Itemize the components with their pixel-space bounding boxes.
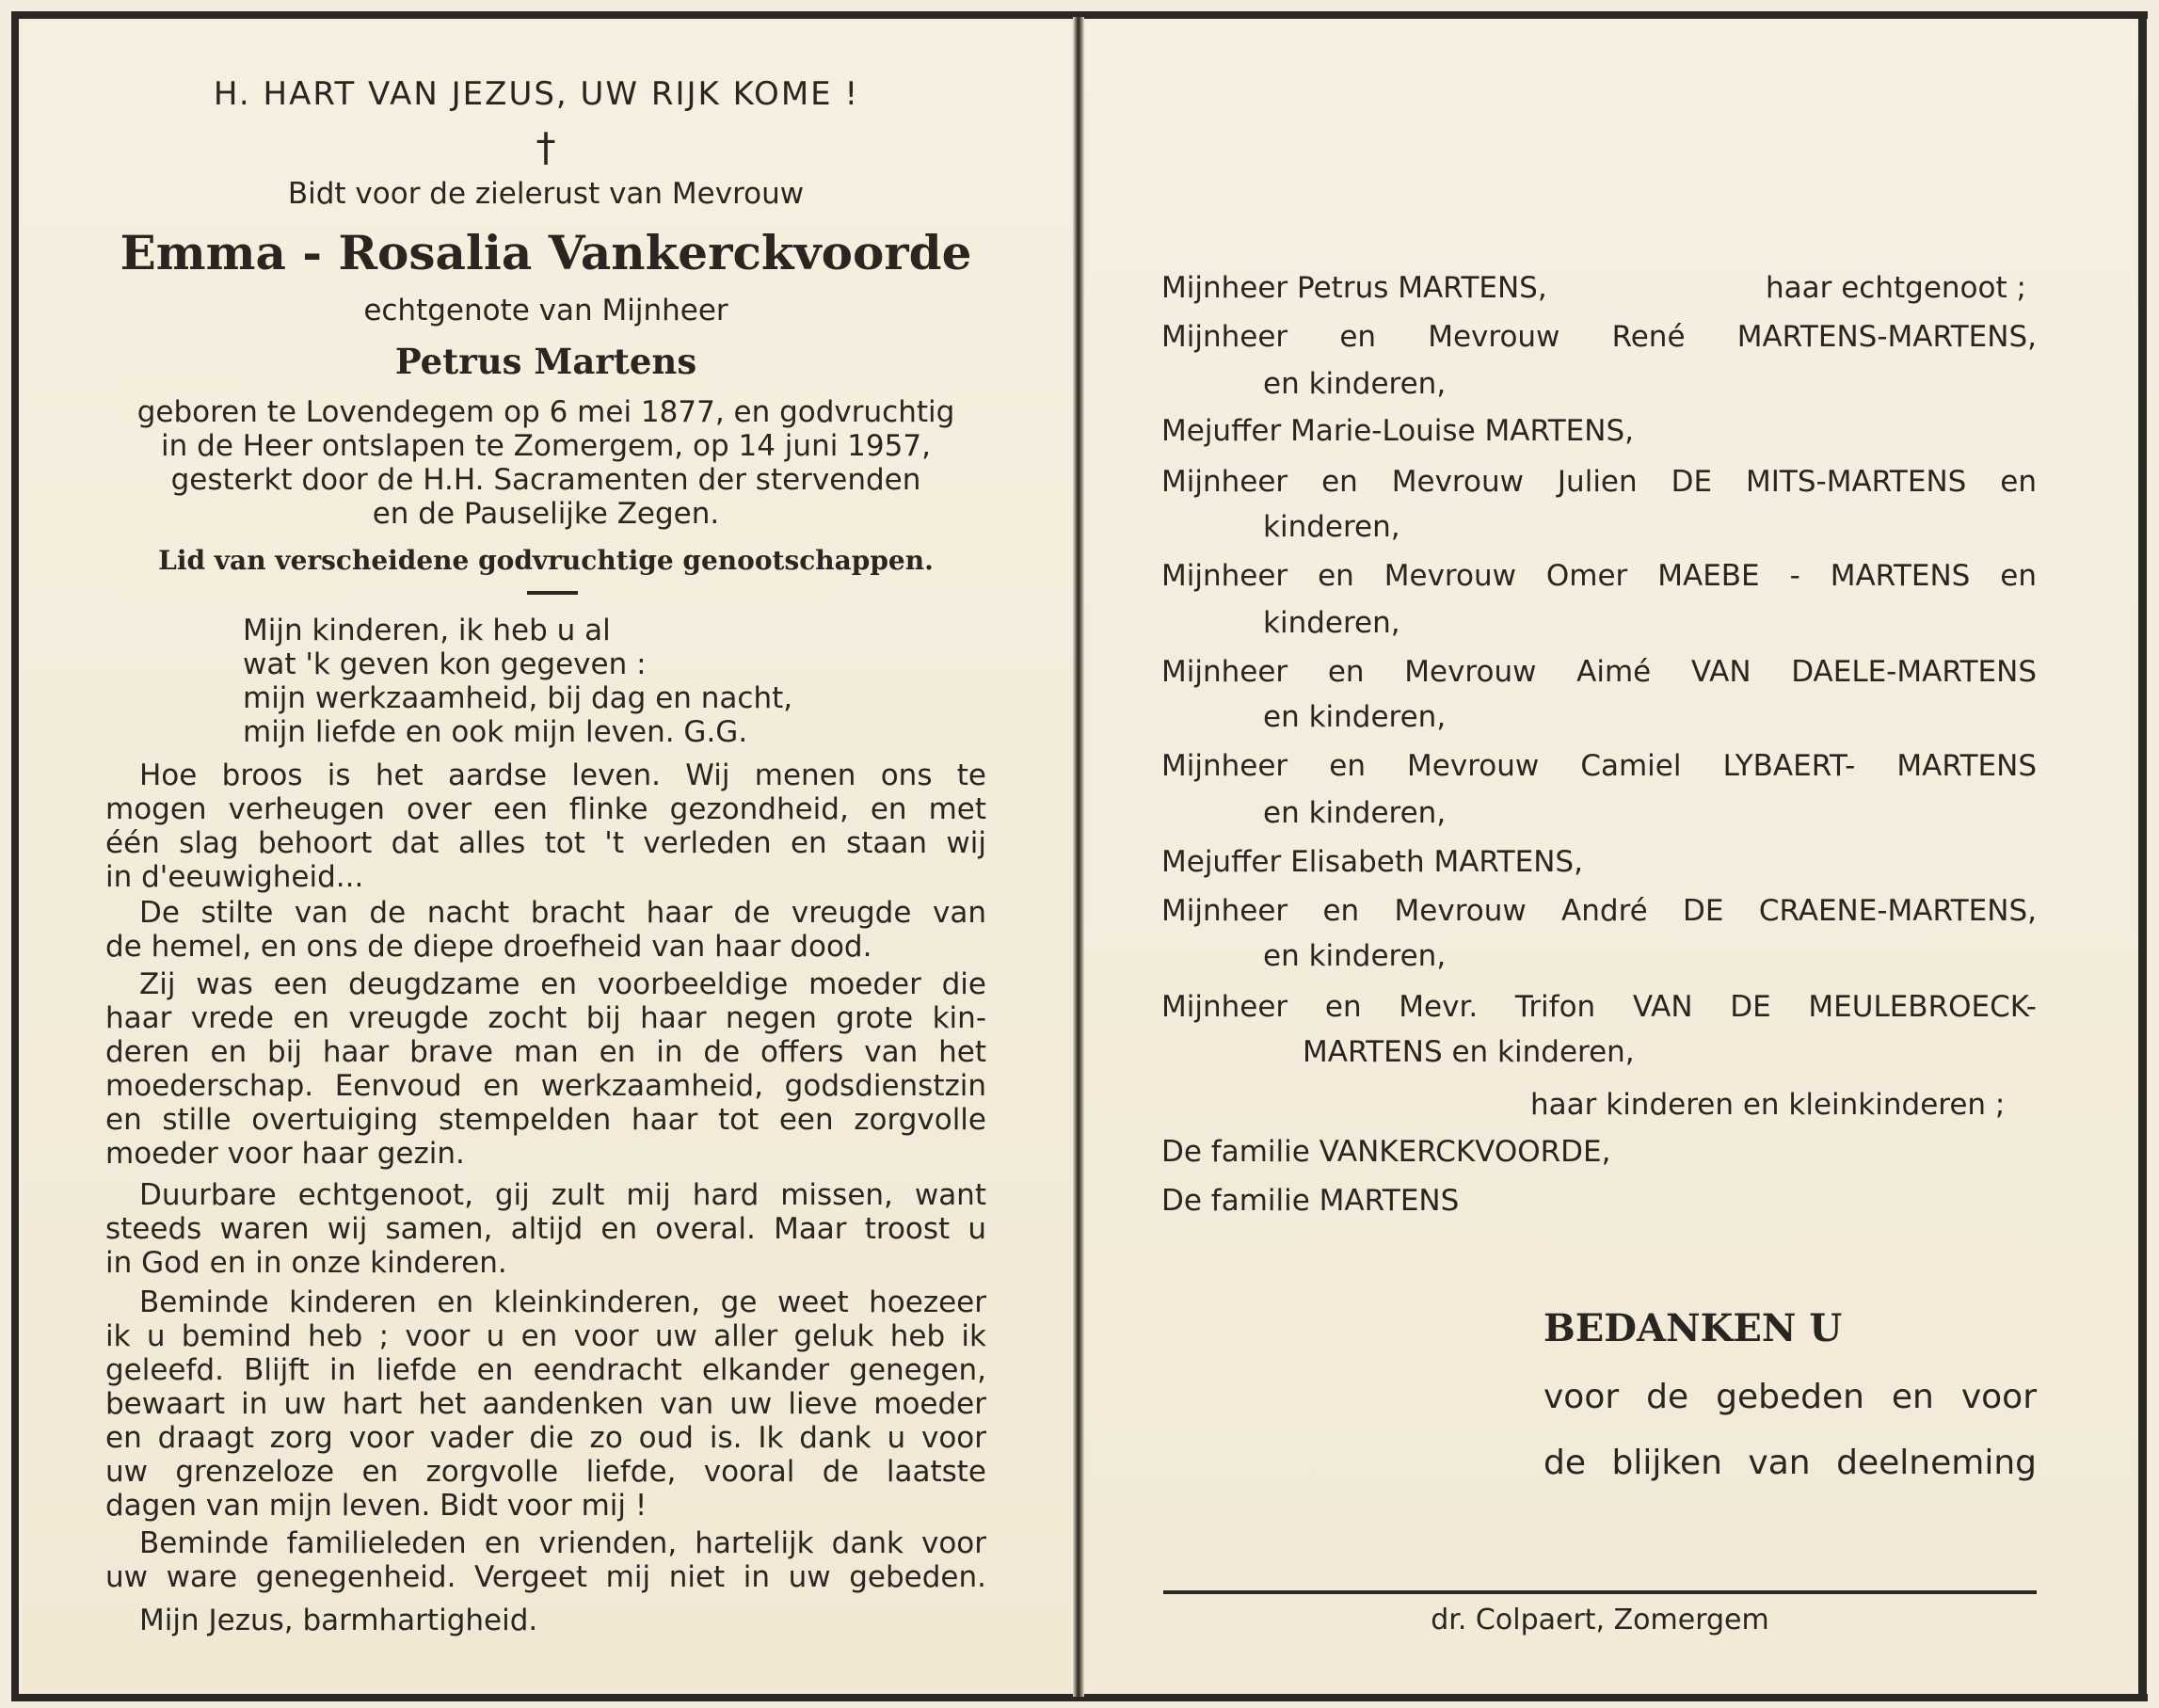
thanks-line: de blijken van deelneming xyxy=(1543,1444,2037,1482)
family-martens: De familie MARTENS xyxy=(1161,1184,1460,1218)
card-fold xyxy=(1073,17,1084,1697)
body-line: de hemel, en ons de diepe droefheid van haar dood. xyxy=(105,930,872,964)
family-line: Mijnheer en Mevr. Trifon VAN DE MEULEBROECK- xyxy=(1161,990,2037,1024)
family-line-role: haar echtgenoot ; xyxy=(1766,271,2026,305)
family-line: Mijnheer en Mevrouw André DE CRAENE-MARTENS, xyxy=(1161,894,2037,928)
spouse-name: Petrus Martens xyxy=(394,341,697,382)
body-line: Beminde kinderen en kleinkinderen, ge weet hoezeer xyxy=(139,1285,986,1319)
body-line: steeds waren wij samen, altijd en overal. Maar troost u xyxy=(105,1212,986,1246)
intro-text: Bidt voor de zielerust van Mevrouw xyxy=(287,177,805,211)
body-line: moederschap. Eenvoud en werkzaamheid, godsdienstzin xyxy=(105,1069,986,1103)
poem-line: mijn liefde en ook mijn leven. G.G. xyxy=(243,715,748,749)
bio-line: gesterkt door de H.H. Sacramenten der stervenden xyxy=(170,463,921,497)
family-line-sub: en kinderen, xyxy=(1263,796,1447,830)
body-line: De stilte van de nacht bracht haar de vreugde van xyxy=(139,896,986,930)
body-line: haar vrede en vreugde zocht bij haar negen grote kin- xyxy=(105,1001,986,1035)
body-line: Zij was een deugdzame en voorbeeldige moeder die xyxy=(139,967,986,1001)
body-line: geleefd. Blijft in liefde en eendracht elkander genegen, xyxy=(105,1353,986,1387)
body-line: Duurbare echtgenoot, gij zult mij hard missen, want xyxy=(139,1178,986,1212)
family-line-sub: en kinderen, xyxy=(1263,367,1447,401)
header-prayer: H. HART VAN JEZUS, UW RIJK KOME ! xyxy=(213,75,860,113)
family-line-sub: kinderen, xyxy=(1263,606,1400,640)
body-line: één slag behoort dat alles tot 't verleden en staan wij xyxy=(105,826,986,860)
membership-text: Lid van verscheidene godvruchtige genootschappen. xyxy=(158,545,934,576)
family-line-sub: en kinderen, xyxy=(1263,939,1447,973)
body-line: ik u bemind heb ; voor u en voor uw aller geluk heb ik xyxy=(105,1319,986,1353)
body-line: en stille overtuiging stempelden haar tot een zorgvolle xyxy=(105,1103,986,1137)
family-line: Mijnheer en Mevrouw Omer MAEBE - MARTENS en xyxy=(1161,559,2037,593)
body-line: in God en in onze kinderen. xyxy=(105,1246,507,1280)
body-line: Mijn Jezus, barmhartigheid. xyxy=(139,1604,538,1637)
bio-line: en de Pauselijke Zegen. xyxy=(372,497,720,531)
footer-rule xyxy=(1163,1590,2037,1594)
family-line: Mijnheer en Mevrouw Julien DE MITS-MARTENS en xyxy=(1161,465,2037,499)
poem-line: mijn werkzaamheid, bij dag en nacht, xyxy=(243,681,793,715)
printer-credit: dr. Colpaert, Zomergem xyxy=(1431,1604,1769,1636)
body-line: deren en bij haar brave man en in de offers van het xyxy=(105,1035,986,1069)
family-line-sub: en kinderen, xyxy=(1263,700,1447,734)
card-border-right xyxy=(2138,11,2147,1700)
family-line-sub: MARTENS en kinderen, xyxy=(1303,1035,1635,1069)
body-line: en draagt zorg voor vader die zo oud is. Ik dank u voor xyxy=(105,1421,986,1455)
card-border-left xyxy=(11,11,19,1700)
body-line: in d'eeuwigheid... xyxy=(105,860,364,894)
cross-icon: † xyxy=(536,124,556,170)
family-line: Mijnheer en Mevrouw Aimé VAN DAELE-MARTENS xyxy=(1161,655,2037,689)
body-line: moeder voor haar gezin. xyxy=(105,1137,465,1171)
poem-line: wat 'k geven kon gegeven : xyxy=(243,647,647,681)
family-line-sub: kinderen, xyxy=(1263,510,1400,544)
spouse-intro: echtgenote van Mijnheer xyxy=(363,294,728,327)
grandchildren-line: haar kinderen en kleinkinderen ; xyxy=(1530,1088,2006,1122)
family-line: Mijnheer en Mevrouw René MARTENS-MARTENS, xyxy=(1161,320,2037,354)
family-line: Mijnheer Petrus MARTENS, xyxy=(1161,271,1547,305)
bio-line: in de Heer ontslapen te Zomergem, op 14 juni 1957, xyxy=(161,429,931,463)
body-line: Beminde familieleden en vrienden, hartelijk dank voor xyxy=(139,1526,986,1560)
body-line: mogen verheugen over een flinke gezondheid, en met xyxy=(105,792,986,826)
body-line: Hoe broos is het aardse leven. Wij menen ons te xyxy=(139,758,986,792)
body-line: uw ware genegenheid. Vergeet mij niet in uw gebeden. xyxy=(105,1560,986,1594)
family-line: Mejuffer Elisabeth MARTENS, xyxy=(1161,845,1583,879)
body-line: bewaart in uw hart het aandenken van uw lieve moeder xyxy=(105,1387,986,1421)
deceased-name: Emma - Rosalia Vankerckvoorde xyxy=(120,225,972,280)
body-line: uw grenzeloze en zorgvolle liefde, vooral de laatste xyxy=(105,1455,986,1489)
poem-line: Mijn kinderen, ik heb u al xyxy=(243,614,611,647)
thanks-title: BEDANKEN U xyxy=(1543,1306,1843,1350)
family-vankerckvoorde: De familie VANKERCKVOORDE, xyxy=(1161,1135,1611,1169)
family-line: Mijnheer en Mevrouw Camiel LYBAERT- MARTENS xyxy=(1161,749,2037,783)
body-line: dagen van mijn leven. Bidt voor mij ! xyxy=(105,1489,648,1523)
thanks-line: voor de gebeden en voor xyxy=(1543,1378,2037,1416)
bio-line: geboren te Lovendegem op 6 mei 1877, en godvruchtig xyxy=(136,395,955,429)
family-line: Mejuffer Marie-Louise MARTENS, xyxy=(1161,414,1634,448)
divider-rule xyxy=(527,591,578,595)
